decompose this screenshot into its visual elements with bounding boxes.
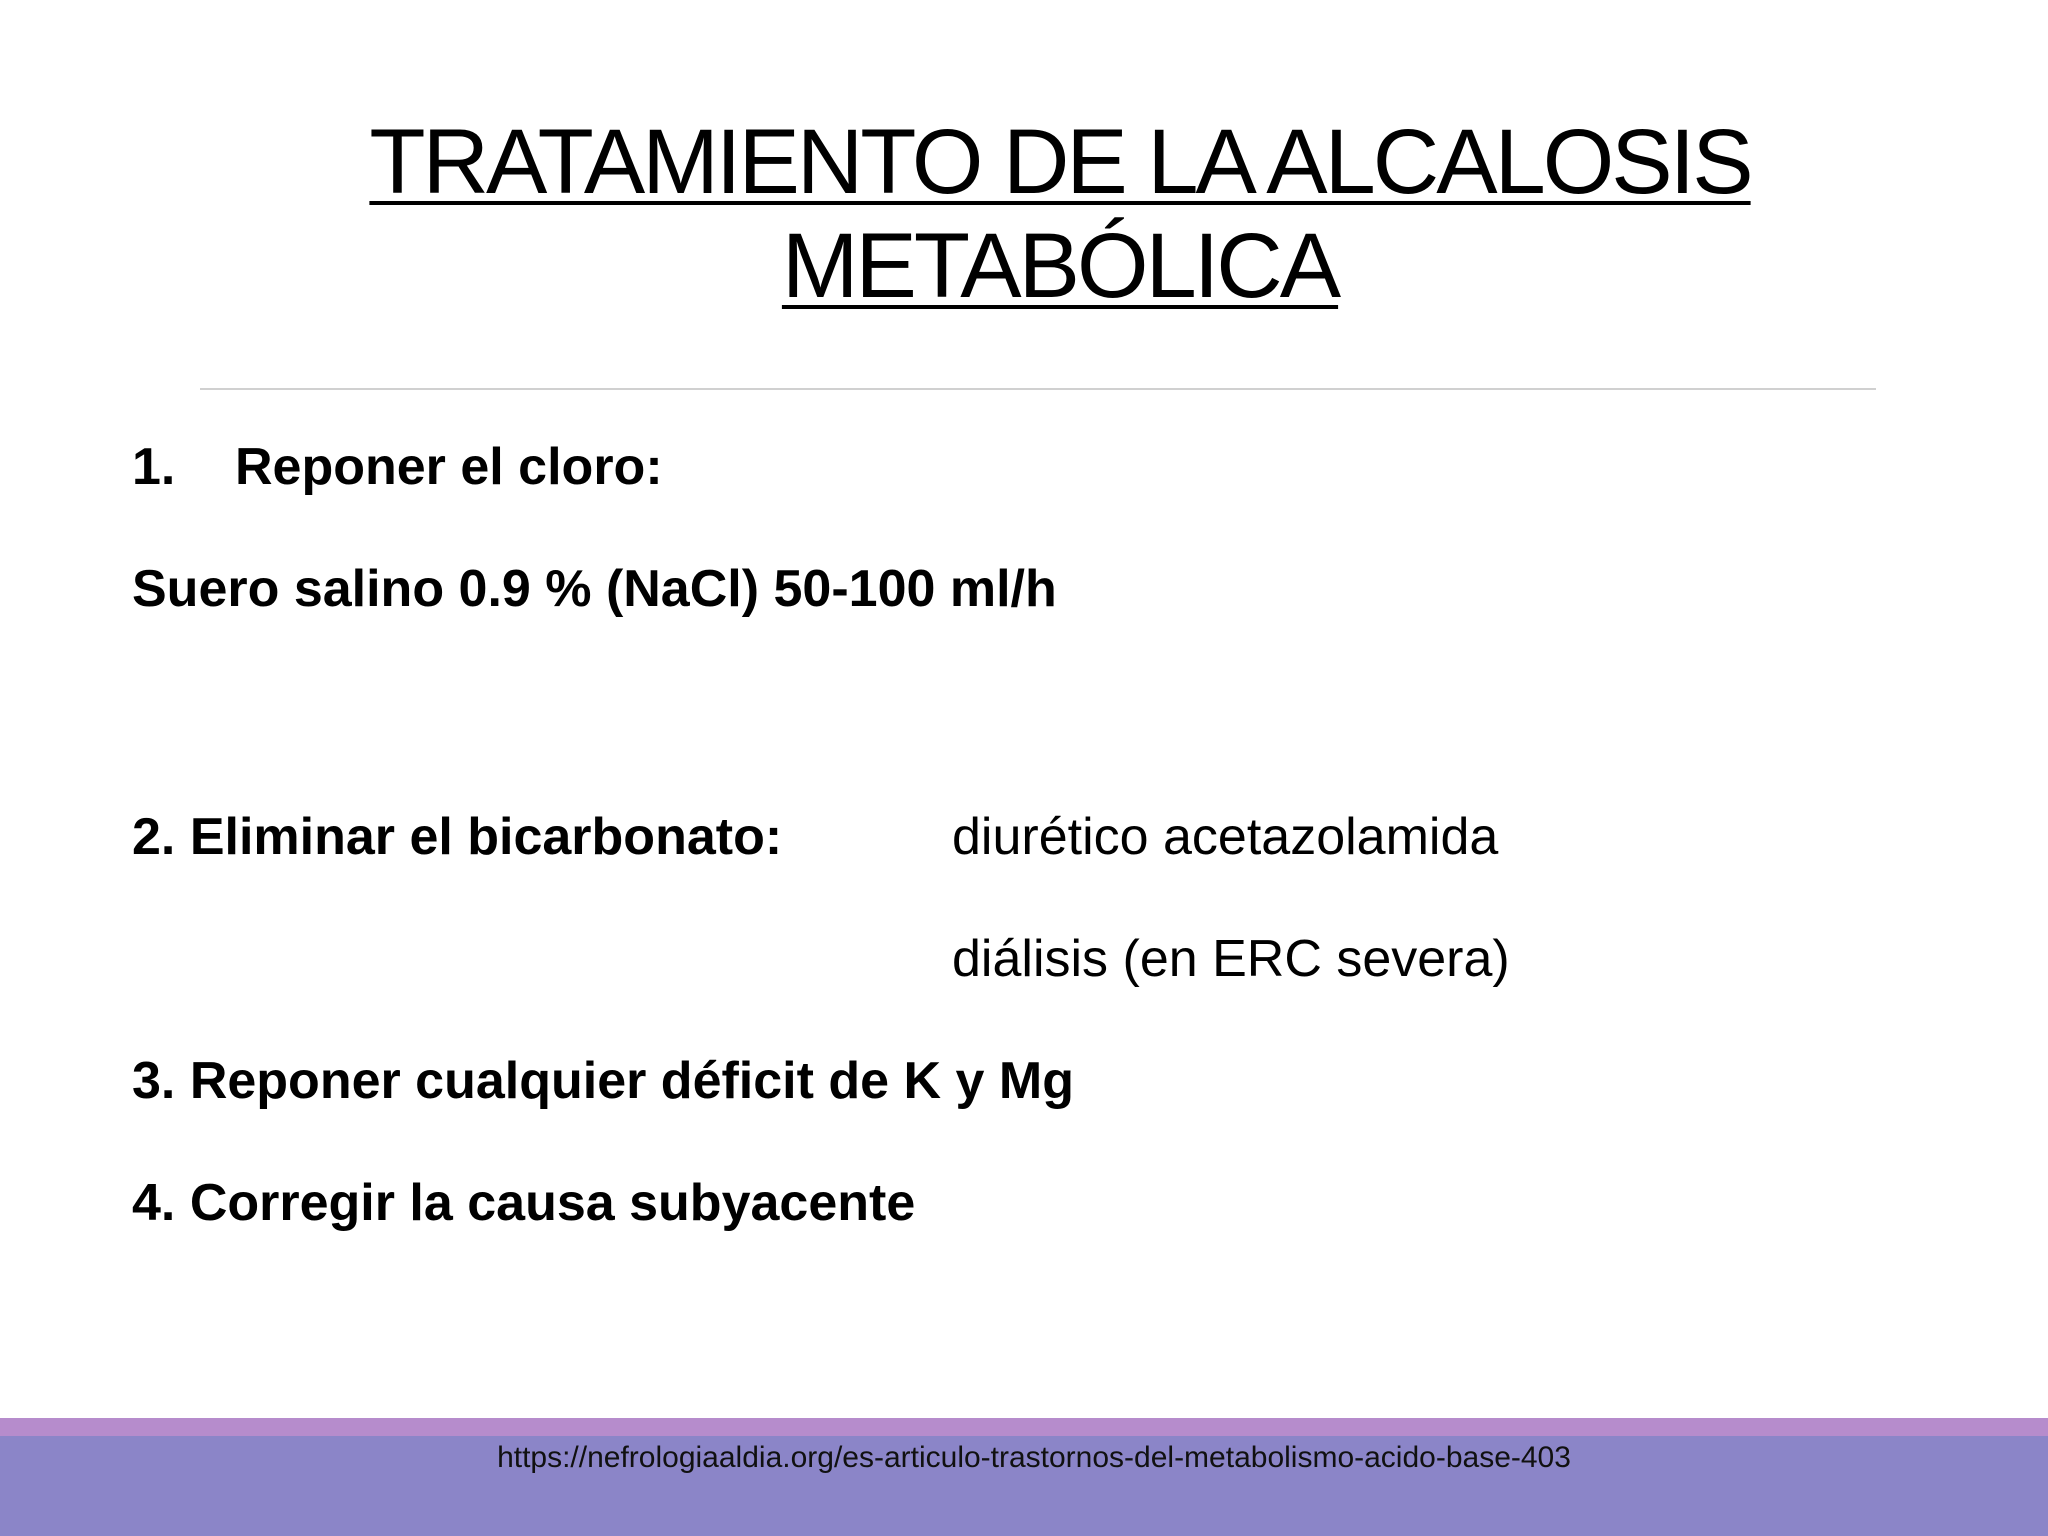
slide-title xyxy=(160,110,1960,318)
item-2-detail-1: diurético acetazolamida xyxy=(952,808,1499,866)
item-1-number: 1. xyxy=(132,438,176,496)
item-4: 4. Corregir la causa subyacente xyxy=(132,1174,916,1232)
item-2 xyxy=(132,806,782,868)
source-url: https://nefrologiaaldia.org/es-articulo-trastornos-del-metabolismo-acido-base-403 xyxy=(497,1441,1571,1474)
item-2-detail-2: diálisis (en ERC severa) xyxy=(952,930,1510,988)
item-1-detail: Suero salino 0.9 % (NaCl) 50-100 ml/h xyxy=(132,560,1057,618)
title-line-2: METABÓLICA xyxy=(781,215,1339,317)
footer-top-strip xyxy=(0,1418,2048,1436)
item-3: 3. Reponer cualquier déficit de K y Mg xyxy=(132,1052,1074,1110)
title-divider xyxy=(200,388,1876,390)
item-1-text: Reponer el cloro: xyxy=(235,438,663,496)
footer-band xyxy=(0,1418,2048,1536)
title-line-1: TRATAMIENTO DE LA ALCALOSIS xyxy=(369,111,1751,213)
item-1 xyxy=(132,436,663,498)
item-2-label: 2. Eliminar el bicarbonato: xyxy=(132,808,783,866)
